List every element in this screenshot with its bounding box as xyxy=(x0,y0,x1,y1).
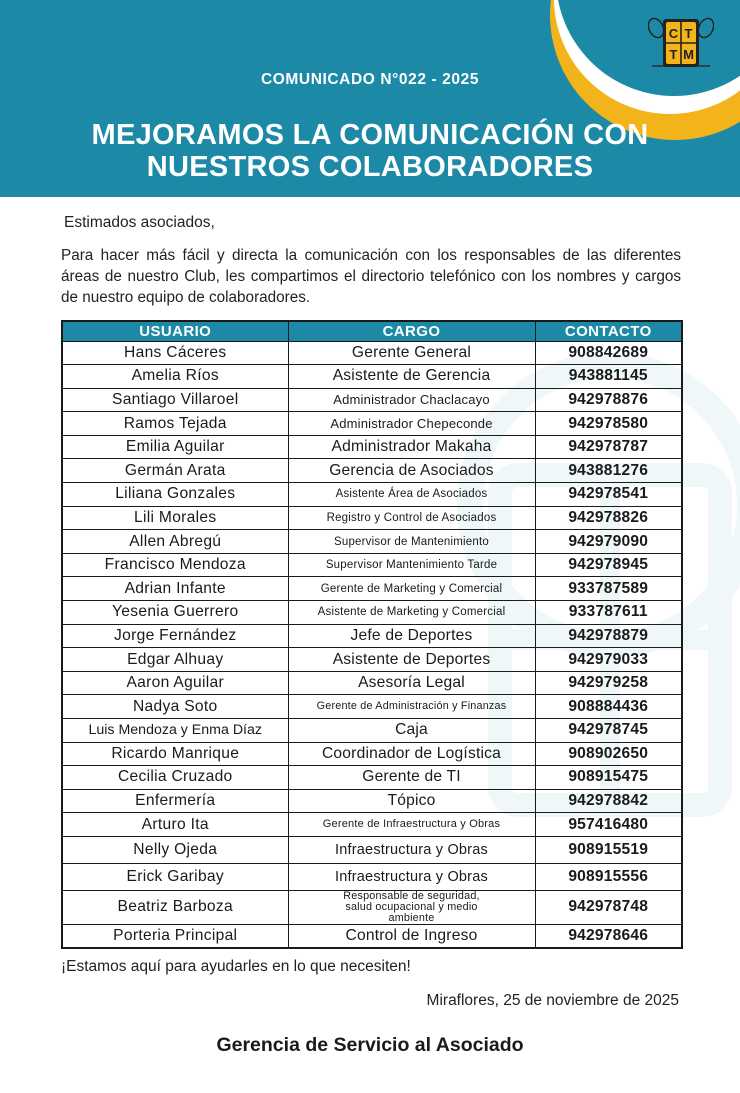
table-row xyxy=(62,459,682,483)
logo-letter-t1: T xyxy=(684,26,693,41)
table-row xyxy=(62,388,682,412)
usuario-cell: Erick Garibay xyxy=(62,863,288,890)
communique-number: COMUNICADO N°022 - 2025 xyxy=(260,71,480,88)
usuario-cell: Ricardo Manrique xyxy=(62,742,288,766)
cargo-cell: Tópico xyxy=(288,789,535,813)
contacto-cell: 942978879 xyxy=(535,624,682,648)
cargo-cell: Gerente de Administración y Finanzas xyxy=(288,695,535,719)
table-row xyxy=(62,719,682,743)
usuario-cell: Arturo Ita xyxy=(62,813,288,837)
header-usuario: USUARIO xyxy=(62,321,288,341)
cargo-cell: Coordinador de Logística xyxy=(288,742,535,766)
cargo-cell: Jefe de Deportes xyxy=(288,624,535,648)
contacto-cell: 942978541 xyxy=(535,483,682,507)
usuario-cell: Hans Cáceres xyxy=(62,341,288,365)
cargo-cell: Gerente de Marketing y Comercial xyxy=(288,577,535,601)
table-row xyxy=(62,789,682,813)
contacto-cell: 908915556 xyxy=(535,863,682,890)
cargo-cell: Administrador Chaclacayo xyxy=(288,388,535,412)
usuario-cell: Edgar Alhuay xyxy=(62,648,288,672)
usuario-cell: Liliana Gonzales xyxy=(62,483,288,507)
contacto-cell: 943881276 xyxy=(535,459,682,483)
contacto-cell: 908884436 xyxy=(535,695,682,719)
table-row xyxy=(62,813,682,837)
table-row xyxy=(62,924,682,948)
cargo-cell: Gerente General xyxy=(288,341,535,365)
cargo-cell: Administrador Makaha xyxy=(288,435,535,459)
usuario-cell: Aaron Aguilar xyxy=(62,671,288,695)
club-logo-icon xyxy=(648,16,714,72)
contacto-cell: 908902650 xyxy=(535,742,682,766)
usuario-cell: Ramos Tejada xyxy=(62,412,288,436)
contacto-cell: 942978826 xyxy=(535,506,682,530)
cargo-cell: Administrador Chepeconde xyxy=(288,412,535,436)
table-row xyxy=(62,530,682,554)
table-row xyxy=(62,836,682,863)
table-row xyxy=(62,412,682,436)
contacto-cell: 933787589 xyxy=(535,577,682,601)
contacto-cell: 957416480 xyxy=(535,813,682,837)
contacto-cell: 942979258 xyxy=(535,671,682,695)
usuario-cell: Nadya Soto xyxy=(62,695,288,719)
usuario-cell: Adrian Infante xyxy=(62,577,288,601)
table-row xyxy=(62,601,682,625)
table-row xyxy=(62,341,682,365)
contacto-cell: 943881145 xyxy=(535,365,682,389)
title-line-1: MEJORAMOS LA COMUNICACIÓN CON xyxy=(91,119,649,151)
greeting: Estimados asociados, xyxy=(64,214,215,231)
contacto-cell: 942978580 xyxy=(535,412,682,436)
contacto-cell: 942978787 xyxy=(535,435,682,459)
table-row xyxy=(62,624,682,648)
cargo-cell: Gerente de Infraestructura y Obras xyxy=(288,813,535,837)
table-row xyxy=(62,577,682,601)
cargo-cell: Infraestructura y Obras xyxy=(288,863,535,890)
cargo-cell: Gerente de TI xyxy=(288,766,535,790)
usuario-cell: Cecilia Cruzado xyxy=(62,766,288,790)
usuario-cell: Germán Arata xyxy=(62,459,288,483)
signature: Gerencia de Servicio al Asociado xyxy=(216,1034,524,1056)
contacto-cell: 942978745 xyxy=(535,719,682,743)
cargo-cell: Registro y Control de Asociados xyxy=(288,506,535,530)
logo-letter-m: M xyxy=(683,47,694,62)
contacto-cell: 942978842 xyxy=(535,789,682,813)
usuario-cell: Nelly Ojeda xyxy=(62,836,288,863)
table-row xyxy=(62,648,682,672)
logo-letter-c: C xyxy=(668,26,679,41)
usuario-cell: Allen Abregú xyxy=(62,530,288,554)
usuario-cell: Jorge Fernández xyxy=(62,624,288,648)
header-contacto: CONTACTO xyxy=(535,321,682,341)
cargo-cell: Asesoría Legal xyxy=(288,671,535,695)
cargo-cell: Caja xyxy=(288,719,535,743)
staff-directory-table xyxy=(61,320,683,949)
usuario-cell: Yesenia Guerrero xyxy=(62,601,288,625)
usuario-cell: Enfermería xyxy=(62,789,288,813)
contacto-cell: 933787611 xyxy=(535,601,682,625)
usuario-cell: Luis Mendoza y Enma Díaz xyxy=(62,719,288,743)
usuario-cell: Emilia Aguilar xyxy=(62,435,288,459)
cargo-cell: Asistente de Marketing y Comercial xyxy=(288,601,535,625)
cargo-cell: Supervisor Mantenimiento Tarde xyxy=(288,553,535,577)
table-row xyxy=(62,483,682,507)
cargo-cell: Infraestructura y Obras xyxy=(288,836,535,863)
contacto-cell: 942978945 xyxy=(535,553,682,577)
cargo-cell: Asistente Área de Asociados xyxy=(288,483,535,507)
table-row xyxy=(62,766,682,790)
contacto-cell: 908915519 xyxy=(535,836,682,863)
closing-line: ¡Estamos aquí para ayudarles en lo que necesiten! xyxy=(61,958,411,975)
table-row xyxy=(62,553,682,577)
table-row xyxy=(62,506,682,530)
cargo-cell: Control de Ingreso xyxy=(288,924,535,948)
usuario-cell: Beatriz Barboza xyxy=(62,890,288,924)
title-line-2: NUESTROS COLABORADORES xyxy=(146,151,594,183)
usuario-cell: Porteria Principal xyxy=(62,924,288,948)
table-header-row xyxy=(62,321,682,341)
contacto-cell: 942978646 xyxy=(535,924,682,948)
cargo-cell: Responsable de seguridad, salud ocupacional y medio ambiente xyxy=(288,890,535,924)
contacto-cell: 942978876 xyxy=(535,388,682,412)
table-row xyxy=(62,671,682,695)
usuario-cell: Lili Morales xyxy=(62,506,288,530)
contacto-cell: 942978748 xyxy=(535,890,682,924)
table-row xyxy=(62,742,682,766)
contacto-cell: 908915475 xyxy=(535,766,682,790)
contacto-cell: 942979033 xyxy=(535,648,682,672)
usuario-cell: Francisco Mendoza xyxy=(62,553,288,577)
table-row xyxy=(62,365,682,389)
place-date: Miraflores, 25 de noviembre de 2025 xyxy=(426,992,679,1009)
table-row xyxy=(62,863,682,890)
intro-paragraph: Para hacer más fácil y directa la comunicación con los responsables de las diferentes áreas de nuestro Club, les compartimos el directorio telefónico con los nombres y cargos de nuestro equipo de colaboradores. xyxy=(61,247,681,306)
usuario-cell: Santiago Villaroel xyxy=(62,388,288,412)
header-cargo: CARGO xyxy=(288,321,535,341)
page-title xyxy=(0,119,740,183)
cargo-cell: Gerencia de Asociados xyxy=(288,459,535,483)
usuario-cell: Amelia Ríos xyxy=(62,365,288,389)
table-row xyxy=(62,695,682,719)
table-row xyxy=(62,890,682,924)
cargo-cell: Asistente de Deportes xyxy=(288,648,535,672)
contacto-cell: 908842689 xyxy=(535,341,682,365)
header-banner xyxy=(0,0,740,197)
cargo-cell: Asistente de Gerencia xyxy=(288,365,535,389)
cargo-cell: Supervisor de Mantenimiento xyxy=(288,530,535,554)
logo-letter-t2: T xyxy=(669,47,678,62)
table-row xyxy=(62,435,682,459)
contacto-cell: 942979090 xyxy=(535,530,682,554)
